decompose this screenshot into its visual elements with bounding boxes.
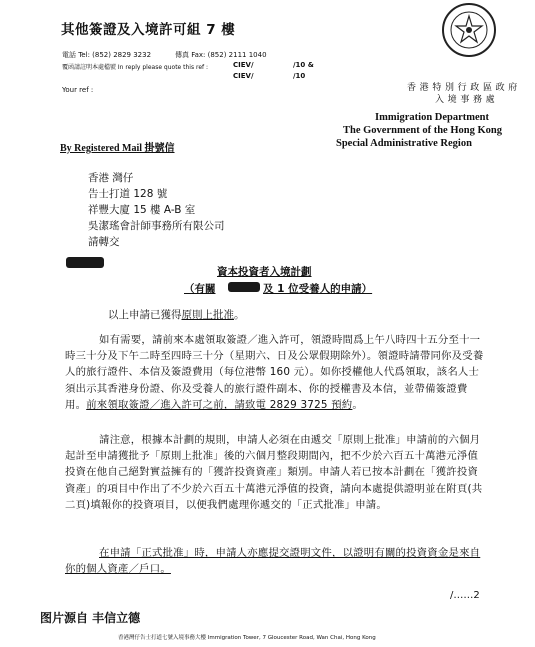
investment-rules-paragraph: 請注意，根據本計劃的規則，申請人必須在由遞交「原則上批准」申請前的六個月起計至申請獲批予「原則上批准」後的六個月整段期間內，把不少於六百五十萬港元淨值投資在他自己絕對實益擁有的「獲許投資資產」類別。申請人若已按本計劃在「獲許投資資產」的項目中作出了不少於六百五十萬港元淨值的投資，請向本處提供證明並在附頁(共二頁)填報你的投資項目，以便我們處理你遞交的「正式批准」申請。 — [65, 434, 483, 511]
ref-value-1-suffix: /10 & — [293, 61, 314, 69]
dept-name-zh-1: 香 港 特 別 行 政 區 政 府 — [407, 83, 518, 93]
subject-suffix: 及 1 位受養人的申請） — [263, 283, 373, 295]
registered-mail-label: By Registered Mail 掛號信 — [60, 143, 175, 154]
ref-value-2: CIEV/ — [233, 72, 254, 80]
dept-name-en-2: The Government of the Hong Kong — [343, 125, 502, 136]
approval-statement-end: 。 — [234, 309, 245, 321]
approval-statement — [108, 307, 245, 322]
your-ref-label: Your ref : — [62, 86, 94, 94]
redacted-applicant-name — [228, 282, 260, 292]
collection-paragraph-text: 如有需要，請前來本處領取簽證／進入許可，領證時間爲上午八時四十五分至十一時三十分及下午二時至四時三十分（星期六、日及公眾假期除外）。領證時請帶同你及受養人的旅行證件、本信及簽證費用（每位港幣 160 元）。如你授權他人代爲領取，該名人士須出示其香港身份證、你及受養人的旅行證件副本、你的授權書及本信，並帶備簽證費用。 — [65, 334, 484, 411]
recipient-line-5: 請轉交 — [88, 236, 120, 248]
footer-address: 香港灣仔告士打道七號入境事務大樓 Immigration Tower, 7 Gloucester Road, Wan Chai, Hong Kong — [118, 635, 376, 641]
proof-of-funds-paragraph: 在申請「正式批准」時，申請人亦應提交證明文件，以證明有關的投資資金是來自你的個人資產／戶口。 — [65, 547, 481, 576]
office-title: 其他簽證及入境許可組 7 樓 — [61, 22, 236, 38]
recipient-line-4: 吳潔瑤會計師事務所有限公司 — [88, 220, 225, 232]
dept-name-zh-2: 入 境 事 務 處 — [435, 95, 496, 105]
redacted-name-block — [66, 257, 104, 268]
recipient-line-2: 告士打道 128 號 — [88, 188, 168, 200]
subject-prefix: （有關 — [184, 283, 216, 295]
ref-value-2-suffix: /10 — [293, 72, 306, 80]
image-source-caption: 图片源自 丰信立德 — [40, 611, 141, 625]
immigration-emblem-logo — [441, 2, 497, 58]
appointment-instruction: 前來領取簽證／進入許可之前，請致電 2829 3725 預約 — [86, 398, 353, 411]
subject-title: 資本投資者入境計劃 — [217, 266, 312, 278]
tel-number: 電話 Tel: (852) 2829 3232 — [62, 51, 152, 59]
approval-statement-text: 以上申請已獲得 — [108, 309, 182, 321]
collection-paragraph-end: 。 — [352, 398, 363, 411]
recipient-line-3: 祥豐大廈 15 樓 A-B 室 — [88, 204, 196, 216]
reply-ref-label: 覆函請註明本處檔號 In reply please quote this ref : — [62, 64, 209, 71]
collection-paragraph — [65, 332, 485, 413]
approval-in-principle-text: 原則上批准 — [181, 309, 234, 321]
recipient-line-1: 香港 灣仔 — [88, 172, 134, 184]
dept-name-en-3: Special Administrative Region — [336, 138, 472, 149]
fax-number: 傳真 Fax: (852) 2111 1040 — [175, 51, 267, 59]
ref-value-1: CIEV/ — [233, 61, 254, 69]
page-continuation-marker: /……2 — [450, 590, 480, 601]
dept-name-en-1: Immigration Department — [375, 112, 490, 123]
